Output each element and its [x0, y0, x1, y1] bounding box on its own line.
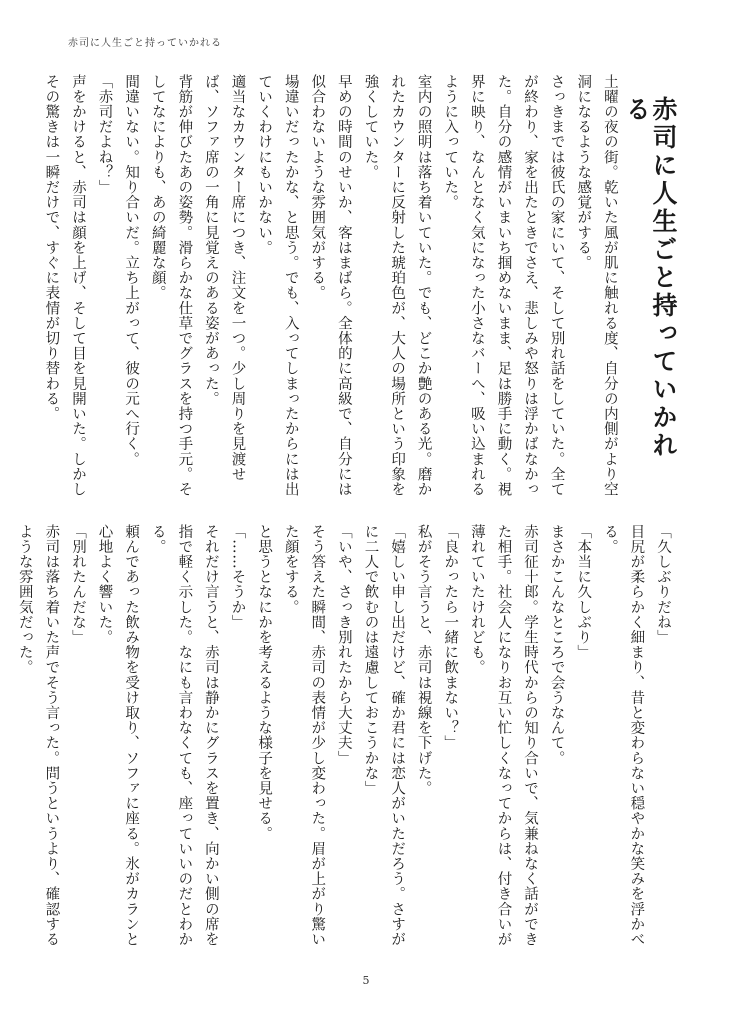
paragraph: 場違いだったかな、と思う。でも、入ってしまったからには出ていくわけにもいかない。 — [256, 74, 299, 497]
paragraph: 赤司征十郎。学生時代からの知り合いで、気兼ねなく話ができた相手。社会人になりお互い忙しくなってからは、付き合いが薄れていたけれども。 — [468, 524, 539, 947]
paragraph: 声をかけると、赤司は顔を上げ、そして目を見開いた。しかしその驚きは一瞬だけで、すぐに表情が切り替わる。 — [43, 74, 86, 497]
paragraph: 適当なカウンター席につき、注文を一つ。少し周りを見渡せば、ソファ席の一角に見覚えのある姿があった。 — [202, 74, 246, 482]
dialogue-line: 「嬉しい申し出だけど、確か君には恋人がいただろう。さすがに二人で飲むのは遠慮しておこうかな」 — [362, 524, 406, 947]
text-band-bottom — [16, 524, 676, 959]
paragraph: 間違いない。知り合いだ。立ち上がって、彼の元へ行く。 — [123, 74, 140, 467]
paragraph: 早めの時間のせいか、客はまばら。全体的に高級で、自分には似合わないような雰囲気がする。 — [309, 74, 352, 497]
story-title: 赤司に人生ごと持っていかれる — [622, 96, 678, 460]
dialogue-line: 「久しぶりだね」 — [655, 524, 671, 645]
paragraph: さっきまでは彼氏の家にいて、そして別れ話をしていた。全てが終わり、家を出たときでさえ、悲しみや怒りは浮かばなかった。自分の感情がいまいち掴めないまま、足は勝手に動く。視界に映り、なんとなく気になった小さなバーへ、吸い込まれるように入っていた。 — [442, 74, 565, 497]
paragraph: 背筋が伸びたあの姿勢。滑らかな仕草でグラスを持つ手元。そしてなによりも、あの綺麗な顔。 — [149, 74, 193, 497]
dialogue-line: 「赤司だよね？」 — [96, 74, 113, 195]
paragraph: 室内の照明は落ち着いていた。でも、どこか艶のある光。磨かれたカウンターに反射した琥珀色が、大人の場所という印象を強くしていた。 — [362, 74, 432, 497]
dialogue-line: 「良かったら一緒に飲まない？」 — [442, 524, 459, 751]
text-band-top — [43, 74, 678, 504]
paragraph: 頼んであった飲み物を受け取り、ソファに座る。氷がカランと心地よく響いた。 — [96, 524, 140, 947]
paragraph: そう答えた瞬間、赤司の表情が少し変わった。眉が上がり驚いた顔をする。 — [282, 524, 326, 947]
paragraph: 目尻が柔らかく細まり、昔と変わらない穏やかな笑みを浮かべる。 — [601, 524, 645, 947]
dialogue-line: 「……そうか」 — [229, 524, 246, 630]
paragraph: それだけ言うと、赤司は静かにグラスを置き、向かい側の席を指で軽く示した。なにも言わなくても、座っていいのだとわかる。 — [149, 524, 219, 947]
paragraph: 赤司は落ち着いた声でそう言った。問うというより、確認するような雰囲気だった。 — [16, 524, 60, 947]
dialogue-line: 「本当に久しぶり」 — [575, 524, 592, 660]
dialogue-line: 「別れたんだな」 — [69, 524, 86, 645]
paragraph: 私がそう言うと、赤司は視線を下げた。 — [415, 524, 432, 796]
dialogue-line: 「いや、さっき別れたから大丈夫」 — [335, 524, 352, 766]
paragraph: まさかこんなところで会うなんて。 — [548, 524, 565, 766]
paragraph: 土曜の夜の街。乾いた風が肌に触れる度、自分の内側がより空洞になるような感覚がする。 — [575, 74, 618, 497]
running-header: 赤司に人生ごと持っていかれる — [68, 38, 222, 49]
page-number: 5 — [362, 974, 370, 987]
paragraph: と思うとなにかを考えるような様子を見せる。 — [256, 524, 273, 842]
